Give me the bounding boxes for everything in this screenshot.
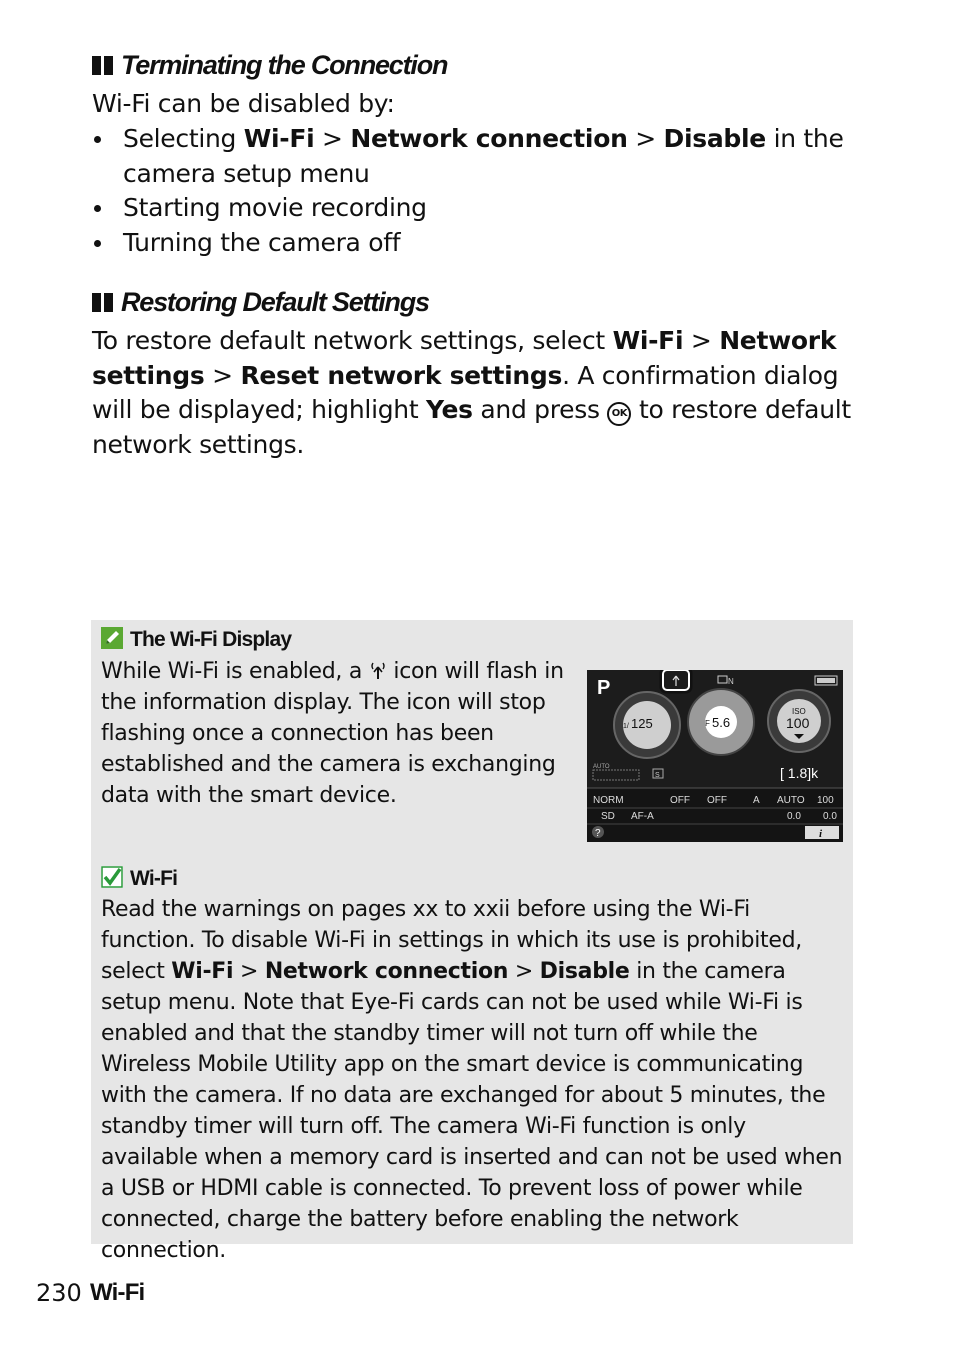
- section-intro: Wi-Fi can be disabled by:: [92, 89, 395, 118]
- shots-remaining: [ 1.8]k: [780, 765, 819, 781]
- note-heading-wifi: Wi-Fi: [101, 866, 177, 891]
- camera-info-display: [587, 670, 843, 842]
- section-heading-restoring: [92, 287, 429, 318]
- svg-text:NORM: NORM: [593, 795, 624, 806]
- wifi-display-text: While Wi-Fi is enabled, a icon will flash in the information display. The icon will stop flashing once a connection has been established and the camera is exchanging data with the smart device.: [101, 659, 564, 808]
- section-title: Terminating the Connection: [121, 50, 448, 80]
- svg-text:SD: SD: [601, 811, 615, 822]
- restore-paragraph: To restore default network settings, select Wi-Fi > Network settings > Reset network settings. A confirmation dialog will be displayed; highlight Yes and press OK to restore default network settings.: [92, 326, 851, 459]
- svg-text:N: N: [728, 677, 734, 686]
- list-item: Selecting Wi-Fi > Network connection > Disable in the camera setup menu: [92, 122, 852, 191]
- svg-text:AUTO: AUTO: [593, 764, 610, 770]
- heading-marker-icon: [104, 293, 113, 312]
- svg-text:1/: 1/: [623, 723, 629, 730]
- shutter-speed-value: 125: [631, 716, 653, 731]
- chapter-title: Wi-Fi: [90, 1279, 145, 1306]
- checkmark-caution-icon: [101, 866, 123, 888]
- svg-text:OFF: OFF: [670, 795, 690, 806]
- heading-marker-icon: [92, 293, 101, 312]
- note-heading-wifi-display: The Wi-Fi Display: [101, 627, 291, 652]
- svg-text:S: S: [655, 772, 660, 779]
- svg-text:A: A: [753, 795, 760, 806]
- list-item: Turning the camera off: [92, 226, 852, 261]
- svg-text:AUTO: AUTO: [777, 795, 805, 806]
- svg-text:AF-A: AF-A: [631, 811, 654, 822]
- page-number: 230: [36, 1279, 82, 1307]
- wifi-antenna-icon: [369, 660, 387, 680]
- disable-methods-list: [92, 122, 852, 260]
- heading-marker-icon: [104, 56, 113, 75]
- pencil-note-icon: [101, 627, 123, 649]
- svg-text:?: ?: [595, 828, 601, 839]
- iso-value: 100: [786, 715, 810, 731]
- list-item: Starting movie recording: [92, 191, 852, 226]
- svg-text:ISO: ISO: [792, 707, 806, 716]
- section-title: Restoring Default Settings: [121, 287, 429, 317]
- svg-text:0.0: 0.0: [823, 811, 837, 822]
- section-heading-terminating: [92, 50, 447, 81]
- svg-text:F: F: [705, 719, 710, 728]
- ok-button-icon: OK: [607, 402, 631, 426]
- svg-text:i: i: [819, 828, 823, 840]
- aperture-value: 5.6: [712, 715, 731, 730]
- heading-marker-icon: [92, 56, 101, 75]
- svg-text:OFF: OFF: [707, 795, 727, 806]
- shooting-mode-label: P: [597, 677, 611, 699]
- svg-text:0.0: 0.0: [787, 811, 801, 822]
- wifi-warning-text: Read the warnings on pages xx to xxii before using the Wi-Fi function. To disable Wi-Fi in settings in which its use is prohibited, select Wi-Fi > Network connection > Disable in the camera setup menu. Note that Eye-Fi cards can not be used while Wi-Fi is enabled and that the standby timer will not turn off while the Wireless Mobile Utility app on the smart device is communicating with the camera. If no data are exchanged for about 5 minutes, the standby timer will turn off. The camera Wi-Fi function is only available when a memory card is inserted and can not be used when a USB or HDMI cable is connected. To prevent loss of power while connected, charge the battery before enabling the network connection.: [101, 897, 843, 1263]
- svg-text:100: 100: [817, 795, 834, 806]
